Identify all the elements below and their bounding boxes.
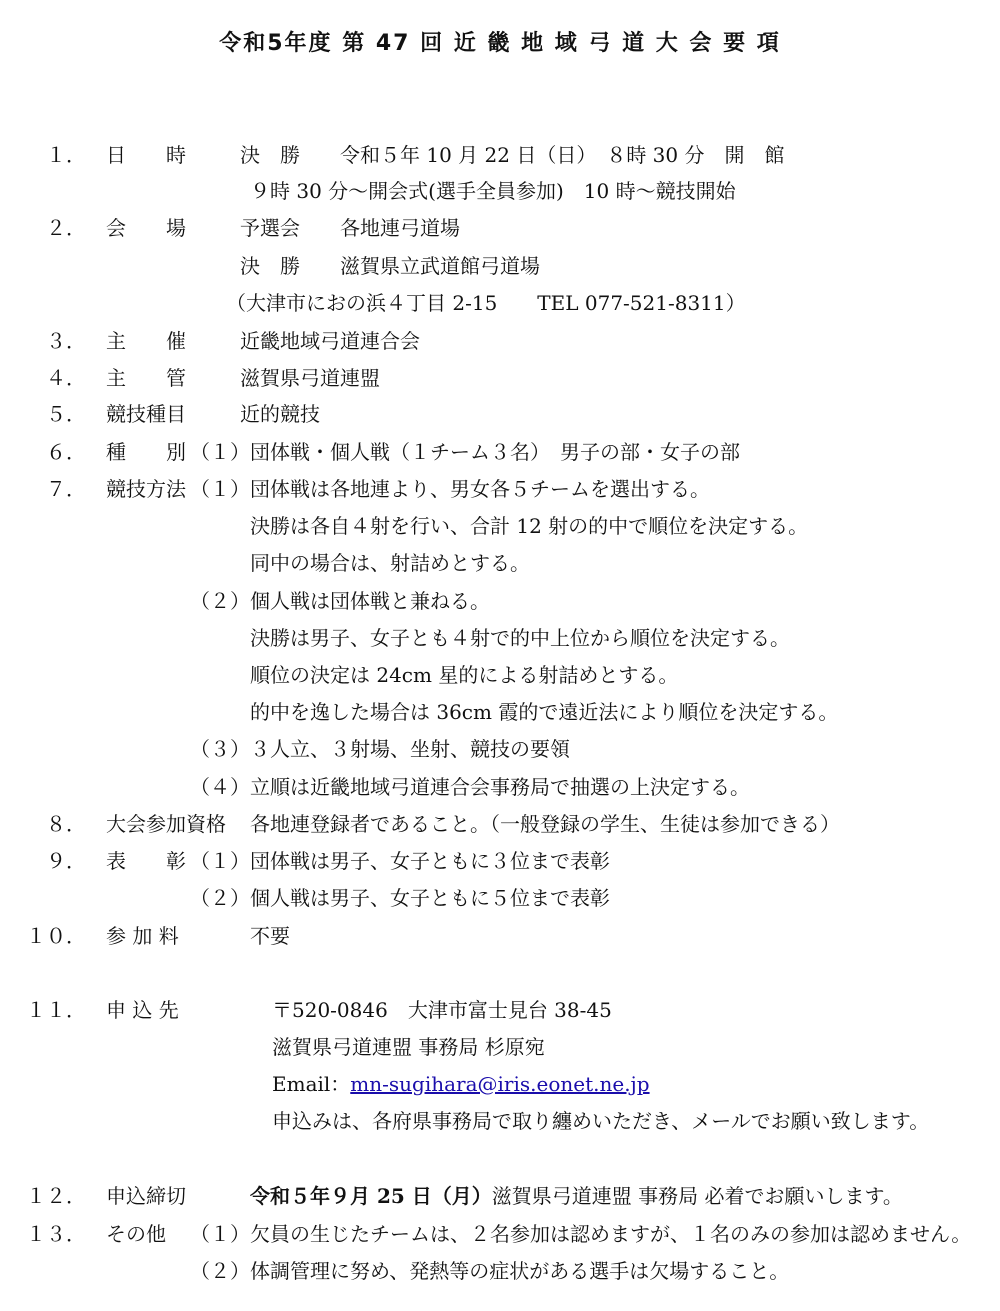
item-number: ７． xyxy=(46,477,86,501)
date-line-2: ９時 30 分～開会式(選手全員参加) 10 時～競技開始 xyxy=(250,179,736,203)
item-number: ５． xyxy=(46,402,86,426)
item-label: 競技方法 xyxy=(106,477,186,501)
item-label: 競技種目 xyxy=(106,402,186,426)
manager: 滋賀県弓道連盟 xyxy=(240,366,380,390)
deadline-line xyxy=(250,1183,903,1209)
method-line: （１）団体戦は各地連より、男女各５チームを選出する。 xyxy=(190,477,710,501)
item-label: その他 xyxy=(106,1222,166,1246)
deadline-date: 令和５年９月 25 日（月） xyxy=(250,1184,492,1208)
deadline-note: 滋賀県弓道連盟 事務局 必着でお願いします。 xyxy=(491,1184,903,1208)
item-label: 主 管 xyxy=(106,366,186,390)
submission-note: 申込みは、各府県事務局で取り纏めいただき、メールでお願い致します。 xyxy=(272,1109,930,1133)
item-number: ４． xyxy=(46,366,86,390)
item-label: 日 時 xyxy=(106,143,186,167)
method-line: （２）個人戦は団体戦と兼ねる。 xyxy=(190,589,490,613)
item-number: ８． xyxy=(46,812,86,836)
item-number: ３． xyxy=(46,329,86,353)
item-label: 大会参加資格 xyxy=(106,812,226,836)
page-title: 令和5年度 第 47 回 近 畿 地 域 弓 道 大 会 要 項 xyxy=(219,31,781,56)
organizer: 近畿地域弓道連合会 xyxy=(240,329,420,353)
method-line: 決勝は各自４射を行い、合計 12 射の的中で順位を決定する。 xyxy=(250,514,809,538)
item-number: １２． xyxy=(26,1184,86,1208)
item-label: 主 催 xyxy=(106,329,186,353)
method-line: 的中を逸した場合は 36cm 霞的で遠近法により順位を決定する。 xyxy=(250,700,839,724)
award-line: （１）団体戦は男子、女子ともに３位まで表彰 xyxy=(190,849,610,873)
email-link[interactable]: mn-sugihara@iris.eonet.ne.jp xyxy=(350,1072,650,1096)
method-line: （３）３人立、３射場、坐射、競技の要領 xyxy=(190,737,570,761)
method-line: 決勝は男子、女子とも４射で的中上位から順位を決定する。 xyxy=(250,626,790,650)
recipient: 滋賀県弓道連盟 事務局 杉原宛 xyxy=(272,1035,545,1059)
award-line: （２）個人戦は男子、女子ともに５位まで表彰 xyxy=(190,886,610,910)
method-line: （４）立順は近畿地域弓道連合会事務局で抽選の上決定する。 xyxy=(190,775,750,799)
email-line xyxy=(272,1071,650,1097)
email-label: Email： xyxy=(272,1072,351,1096)
item-label: 表 彰 xyxy=(106,849,186,873)
venue-prelim: 予選会 各地連弓道場 xyxy=(240,216,460,240)
fee: 不要 xyxy=(250,924,290,948)
category-line: （１）団体戦・個人戦（１チーム３名） 男子の部・女子の部 xyxy=(190,440,740,464)
venue-final: 決 勝 滋賀県立武道館弓道場 xyxy=(240,254,540,278)
event-type: 近的競技 xyxy=(240,402,320,426)
item-label: 申 込 先 xyxy=(106,998,179,1022)
item-label: 会 場 xyxy=(106,216,186,240)
method-line: 同中の場合は、射詰めとする。 xyxy=(250,551,530,575)
item-number: ６． xyxy=(46,440,86,464)
date-line-1: 決 勝 令和５年 10 月 22 日（日） ８時 30 分 開 館 xyxy=(240,143,785,167)
item-number: ９． xyxy=(46,849,86,873)
item-label: 参 加 料 xyxy=(106,924,179,948)
other-line: （１）欠員の生じたチームは、２名参加は認めますが、１名のみの参加は認めません。 xyxy=(190,1222,972,1246)
item-number: １３． xyxy=(26,1222,86,1246)
qualification: 各地連登録者であること。（一般登録の学生、生徒は参加できる） xyxy=(250,812,840,836)
venue-address: （大津市におの浜４丁目 2-15 TEL 077-521-8311） xyxy=(226,291,746,315)
item-number: １０． xyxy=(26,924,86,948)
item-label: 申込締切 xyxy=(106,1184,186,1208)
item-label: 種 別 xyxy=(106,440,186,464)
item-number: １． xyxy=(46,143,86,167)
item-number: １１． xyxy=(26,998,86,1022)
other-line: （２）体調管理に努め、発熱等の症状がある選手は欠場すること。 xyxy=(190,1259,790,1283)
method-line: 順位の決定は 24cm 星的による射詰めとする。 xyxy=(250,663,679,687)
item-number: ２． xyxy=(46,216,86,240)
postal-address: 〒520-0846 大津市富士見台 38-45 xyxy=(272,998,612,1022)
